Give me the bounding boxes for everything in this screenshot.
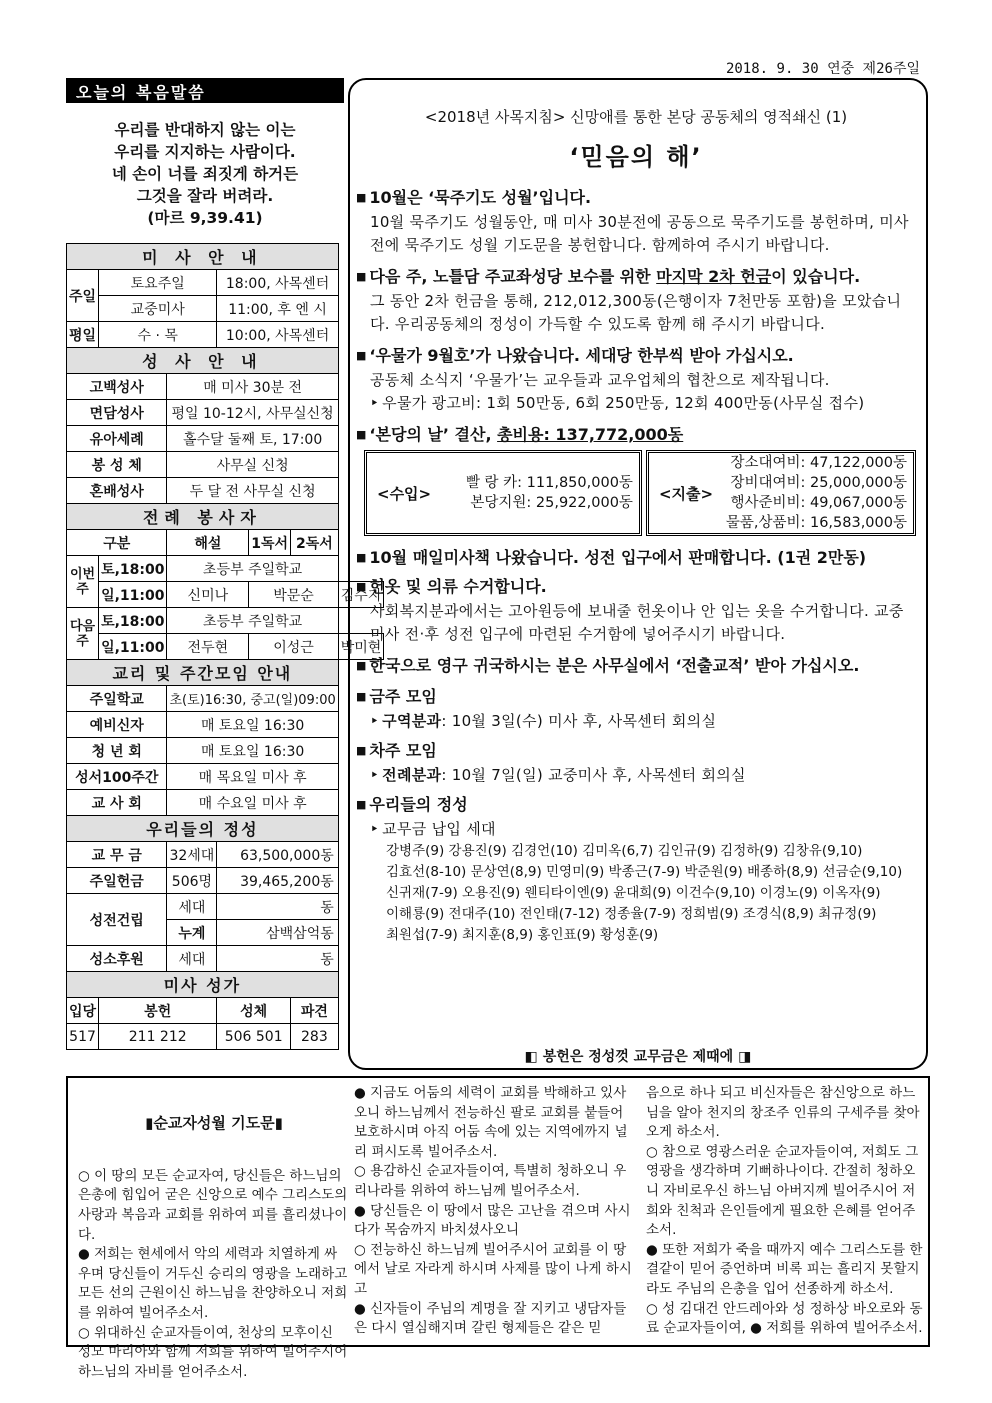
contributors-line: 최원섭(7-9) 최지훈(8,9) 홍인표(9) 황성훈(9)	[386, 927, 659, 943]
hymn-header: 입당	[67, 998, 99, 1024]
meeting-value: 매 토요일 16:30	[167, 712, 338, 738]
income-line: 본당지원: 25,922,000동	[470, 495, 633, 511]
income-box	[364, 450, 642, 536]
offerings-title: 우리들의 정성	[67, 816, 339, 842]
hymn-number: 283	[291, 1024, 339, 1050]
notice-title-text: 다음 주, 노틀담 주교좌성당 보수를 위한	[369, 267, 657, 286]
offering-label: 주일헌금	[67, 868, 167, 894]
expense-label: <지출>	[658, 484, 714, 503]
server-name: 이성근	[249, 634, 339, 660]
notice-newsletter	[356, 344, 916, 415]
income-values	[441, 471, 639, 515]
contributors-list	[356, 841, 916, 946]
gospel-line: 우리를 지지하는 사람이다.	[114, 143, 296, 161]
meeting-label: 주일학교	[67, 686, 167, 712]
hymn-number: 211 212	[99, 1024, 217, 1050]
building-households: 세대	[167, 894, 217, 920]
notice-body	[356, 710, 916, 733]
sacrament-value: 홀수달 둘째 토, 17:00	[167, 426, 338, 452]
left-column	[66, 78, 382, 1050]
offering-count: 506명	[167, 868, 217, 894]
meeting-value: 초(토)16:30, 중고(일)09:00	[167, 686, 338, 712]
notice-title: ■ 헌옷 및 의류 수거합니다.	[356, 575, 916, 600]
notice-parish-day	[356, 423, 916, 536]
sunday-label: 주일	[67, 270, 99, 322]
notice-title-underline: 총비용: 137,772,000동	[497, 425, 684, 444]
offering-label: 교 무 금	[67, 842, 167, 868]
mass-time: 10:00, 사목센터	[217, 322, 338, 348]
notice-title: ■ 우리들의 정성	[356, 793, 916, 818]
pastoral-policy: <2018년 사목지침> 신망애를 통한 본당 공동체의 영적쇄신 (1)	[424, 108, 848, 126]
prayer-column-3: 음으로 하나 되고 비신자들은 참신앙으로 하느님을 알아 천지의 창조주 인류의 구세주를 찾아오게 하소서. ○ 참으로 영광스러운 순교자들이여, 저희도 그 영광을 생각하며 기뻐하나이다. 간절히 청하오니 자비로우신 하느님 아버지께 빌어주시어 저희와 친척과 은인들에게 필요한 은혜를 얻어주소서. ● 또한 저희가 죽을 때까지 예수 그리스도를 한결같이 믿어 증언하며 비록 피는 흘리지 못할지라도 주님의 은총을 입어 선종하게 하소서. ○ 성 김대건 안드레아와 성 정하상 바오로와 동료 순교자들이여, ● 저희를 위하여 빌어주소서.	[646, 1085, 923, 1337]
year-of-faith-title: ‘믿음의 해’	[569, 143, 703, 171]
expense-line: 물품,상품비: 16,583,000동	[725, 515, 907, 531]
server-merged: 초등부 주일학교	[167, 608, 338, 634]
notice-body: 10월 묵주기도 성월동안, 매 미사 30분전에 공동으로 묵주기도를 봉헌하며, 미사 전에 묵주기도 성월 기도문을 봉헌합니다. 함께하여 주시기 바랍니다.	[370, 213, 909, 254]
notice-title: ■ 차주 모임	[356, 739, 916, 764]
servers-title: 전례 봉사자	[67, 504, 339, 530]
meeting-detail: : 10월 3일(수) 미사 후, 사목센터 회의실	[441, 712, 717, 730]
offering-amount: 39,465,200동	[217, 868, 338, 894]
contributors-line: 강병주(9) 강용진(9) 김경언(10) 김미옥(6,7) 김인규(9) 김정하(9) 김창유(9,10)	[386, 843, 863, 859]
servers-header: 해설	[167, 530, 249, 556]
notice-body	[356, 764, 916, 787]
notice-next-week-meeting	[356, 739, 916, 787]
notice-body: 사회복지분과에서는 고아원등에 보내줄 헌옷이나 안 입는 옷을 수거합니다. 교중 미사 전·후 성전 입구에 마련된 수거함에 넣어주시기 바랍니다.	[370, 602, 904, 643]
building-label: 성전건립	[67, 894, 167, 946]
expense-values	[723, 451, 913, 535]
server-name: 박문순	[249, 582, 339, 608]
notice-ad-rates: ‣ 우물가 광고비: 1회 50만동, 6회 250만동, 12회 400만동(사무실 접수)	[356, 392, 916, 415]
this-week-label: 이번주	[67, 556, 99, 608]
mass-day: 수 · 목	[99, 322, 217, 348]
server-time: 토,18:00	[99, 608, 167, 634]
info-table	[66, 243, 384, 1050]
expense-line: 행사준비비: 49,067,000동	[730, 495, 907, 511]
hymn-number: 506 501	[217, 1024, 291, 1050]
offering-amount: 63,500,000동	[217, 842, 338, 868]
gospel-line: 우리를 반대하지 않는 이는	[114, 121, 296, 139]
building-amount: 동	[217, 894, 338, 920]
mass-day: 교중미사	[99, 296, 217, 322]
servers-header: 1독서	[249, 530, 291, 556]
contributors-line: 신귀재(7-9) 오용진(9) 웬티타이엔(9) 윤대희(9) 이건수(9,10) 이경노(9) 이옥자(9)	[386, 885, 881, 901]
meeting-label: 성서100주간	[67, 764, 167, 790]
sacraments-title: 성 사 안 내	[67, 348, 339, 374]
server-time: 토,18:00	[99, 556, 167, 582]
mass-day: 토요주일	[99, 270, 217, 296]
meeting-value: 매 토요일 16:30	[167, 738, 338, 764]
gospel-header: 오늘의 복음말씀	[66, 78, 344, 103]
support-label: 성소후원	[67, 946, 167, 972]
income-line: 빨 랑 카: 111,850,000동	[465, 475, 633, 491]
contributors-subtitle: ‣ 교무금 납입 세대	[356, 818, 916, 841]
notices-panel	[348, 78, 928, 1070]
offering-reminder: ◧ 봉헌은 정성껏 교무금은 제때에 ◨	[524, 1049, 752, 1065]
meeting-value: 매 목요일 미사 후	[167, 764, 338, 790]
gospel-reference: (마르 9,39.41)	[147, 209, 263, 227]
offering-count: 32세대	[167, 842, 217, 868]
gospel-text	[66, 103, 344, 243]
meeting-label: 예비신자	[67, 712, 167, 738]
server-name: 김수지	[338, 582, 384, 608]
notice-this-week-meeting	[356, 685, 916, 733]
sacrament-label: 혼배성사	[67, 478, 167, 504]
contributors-line: 김효선(8-10) 문상연(8,9) 민영미(9) 박종근(7-9) 박준원(9) 배종하(8,9) 선금순(9,10)	[386, 864, 903, 880]
gospel-line: 그것을 잘라 버려라.	[136, 187, 274, 205]
notice-body: 그 동안 2차 헌금을 통해, 212,012,300동(은행이자 7천만동 포함)을 모았습니다. 우리공동체의 정성이 가득할 수 있도록 함께 해 주시기 바랍니다.	[370, 292, 902, 333]
building-total: 삼백삼억동	[217, 920, 338, 946]
contributors-line: 이해룡(9) 전대주(10) 전인태(7-12) 정종율(7-9) 정희범(9) 조경식(8,9) 최규정(9)	[386, 906, 877, 922]
notice-title-text: 이 있습니다.	[771, 267, 861, 286]
meeting-group: 구역분과	[382, 712, 442, 730]
notice-clothes	[356, 575, 916, 646]
notice-title-underline: 마지막 2차 헌금	[656, 267, 772, 286]
sacrament-label: 고백성사	[67, 374, 167, 400]
prayer-title: ▮순교자성월 기도문▮	[145, 1113, 283, 1132]
support-amount: 동	[217, 946, 338, 972]
settlement-boxes	[364, 450, 916, 536]
weekday-label: 평일	[67, 322, 99, 348]
notice-contributions	[356, 793, 916, 946]
hymn-number: 517	[67, 1024, 99, 1050]
sacrament-label: 유아세례	[67, 426, 167, 452]
sacrament-value: 사무실 신청	[167, 452, 338, 478]
sacrament-value: 매 미사 30분 전	[167, 374, 338, 400]
prayer-column-2: ● 지금도 어둠의 세력이 교회를 박해하고 있사오니 하느님께서 전능하신 팔로 교회를 붙들어 보호하시며 아직 어둠 속에 있는 지역에까지 널리 펴시도록 빌어주소서. ○ 용감하신 순교자들이여, 특별히 청하오니 우리나라를 위하여 하느님께 빌어주소서. ● 당신들은 이 땅에서 많은 고난을 겪으며 사시다가 목숨까지 바치셨사오니 ○ 전능하신 하느님께 빌어주시어 교회를 이 땅에서 날로 자라게 하시며 사제를 많이 나게 하시고 ● 신자들이 주님의 계명을 잘 지키고 냉담자들은 다시 열심해지며 갈린 형제들은 같은 믿	[354, 1085, 632, 1337]
notice-title: ■ 한국으로 영구 귀국하시는 분은 사무실에서 ‘전출교적’ 받아 가십시오.	[356, 654, 916, 679]
notice-title	[356, 423, 916, 448]
building-total-label: 누계	[167, 920, 217, 946]
sacrament-label: 면담성사	[67, 400, 167, 426]
notice-second-collection	[356, 265, 916, 336]
hymn-header: 파견	[291, 998, 339, 1024]
expense-line: 장비대여비: 25,000,000동	[730, 475, 907, 491]
meeting-group: 전례분과	[382, 766, 442, 784]
martyrs-prayer-box	[66, 1076, 930, 1380]
notice-title: ■ ‘우물가 9월호’가 나왔습니다. 세대당 한부씩 받아 가십시오.	[356, 344, 916, 369]
gospel-line: 네 손이 너를 죄짓게 하거든	[111, 165, 299, 183]
expense-line: 장소대여비: 47,122,000동	[730, 455, 907, 471]
sacrament-value: 평일 10-12시, 사무실신청	[167, 400, 338, 426]
sacrament-value: 두 달 전 사무실 신청	[167, 478, 338, 504]
prayer-column-1	[78, 1084, 350, 1402]
meetings-title: 교리 및 주간모임 안내	[67, 660, 339, 686]
server-time: 일,11:00	[99, 634, 167, 660]
notice-missal	[356, 546, 916, 571]
servers-header: 2독서	[291, 530, 339, 556]
meeting-label: 교 사 회	[67, 790, 167, 816]
notice-rosary	[356, 186, 916, 257]
notice-title: ■ 10월 매일미사책 나왔습니다. 성전 입구에서 판매합니다. (1권 2만동)	[356, 546, 916, 571]
notice-title-text: ‘본당의 날’ 결산,	[369, 425, 498, 444]
notice-title	[356, 265, 916, 290]
server-name: 전두현	[167, 634, 249, 660]
support-households: 세대	[167, 946, 217, 972]
notice-title: ■ 금주 모임	[356, 685, 916, 710]
hymn-header: 봉헌	[99, 998, 217, 1024]
meeting-label: 청 년 회	[67, 738, 167, 764]
prayer-text: ○ 이 땅의 모든 순교자여, 당신들은 하느님의 은총에 힘입어 굳은 신앙으로 예수 그리스도의 사랑과 복음과 교회를 위하여 피를 흘리셨나이다. ● 저희는 현세에서 악의 세력과 치열하게 싸우며 당신들이 거두신 승리의 영광을 노래하고 모든 선의 근원이신 하느님을 찬양하오니 저희를 위하여 빌어주소서. ○ 위대하신 순교자들이여, 천상의 모후이신 성모 마리아와 함께 저희를 위하여 빌어주시어 하느님의 자비를 얻어주소서.	[78, 1167, 348, 1380]
mass-title: 미 사 안 내	[67, 244, 339, 270]
hymns-title: 미사 성가	[67, 972, 339, 998]
meeting-value: 매 수요일 미사 후	[167, 790, 338, 816]
mass-time: 18:00, 사목센터	[217, 270, 338, 296]
expense-box	[646, 450, 916, 536]
meeting-detail: : 10월 7일(일) 교중미사 후, 사목센터 회의실	[441, 766, 746, 784]
notice-transfer	[356, 654, 916, 679]
hymn-header: 성체	[217, 998, 291, 1024]
server-name: 박미현	[338, 634, 384, 660]
mass-time: 11:00, 후 엔 시	[217, 296, 338, 322]
servers-header: 구분	[67, 530, 167, 556]
server-name: 신미나	[167, 582, 249, 608]
notice-title: ■ 10월은 ‘묵주기도 성월’입니다.	[356, 186, 916, 211]
server-time: 일,11:00	[99, 582, 167, 608]
server-merged: 초등부 주일학교	[167, 556, 338, 582]
sacrament-label: 봉 성 체	[67, 452, 167, 478]
next-week-label: 다음주	[67, 608, 99, 660]
income-label: <수입>	[377, 484, 432, 503]
notice-body: 공동체 소식지 ‘우물가’는 교우들과 교우업체의 협찬으로 제작됩니다.	[370, 371, 830, 389]
dateline: 2018. 9. 30 연중 제26주일	[725, 61, 920, 77]
